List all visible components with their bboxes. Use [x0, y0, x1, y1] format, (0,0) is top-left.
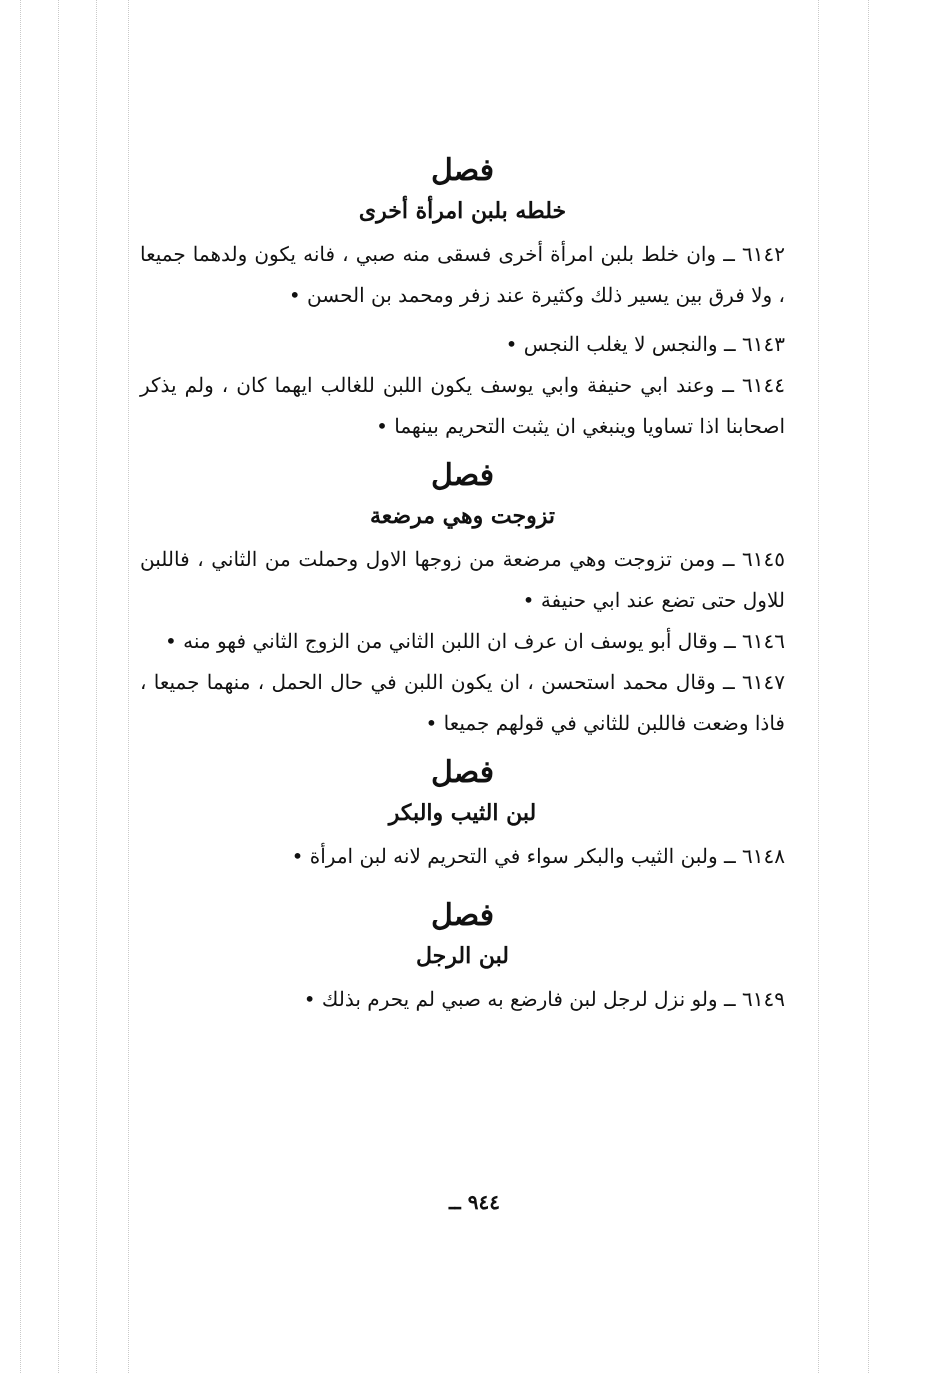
section-thayyib-and-virgin-milk [140, 752, 785, 877]
section-subtitle: تزوجت وهي مرضعة [370, 503, 555, 529]
section-heading-text: فصل [430, 898, 495, 933]
section-subtitle: خلطه بلبن امرأة أخرى [358, 198, 567, 224]
paragraph: ٦١٤٩ ــ ولو نزل لرجل لبن فارضع به صبي لم يحرم بذلك • [303, 987, 785, 1011]
section-heading-text: فصل [430, 153, 495, 188]
paragraph: ٦١٤٦ ــ وقال أبو يوسف ان عرف ان اللبن الثاني من الزوج الثاني فهو منه • [164, 629, 785, 653]
section-subtitle: لبن الرجل [416, 943, 509, 969]
section-heading-text: فصل [430, 755, 495, 790]
section-heading-text: فصل [430, 458, 495, 493]
scan-artifact-line [96, 0, 97, 1373]
scan-artifact-line [20, 0, 21, 1373]
paragraph: ٦١٤٣ ــ والنجس لا يغلب النجس • [505, 332, 785, 356]
scan-artifact-line [868, 0, 869, 1373]
paragraph: ٦١٤٢ ــ وان خلط بلبن امرأة أخرى فسقى منه صبي ، فانه يكون ولدهما جميعا ، ولا فرق بين يسير ذلك وكثيرة عند زفر ومحمد بن الحسن • [140, 242, 785, 307]
section-subtitle: لبن الثيب والبكر [388, 800, 537, 826]
paragraph: ٦١٤٧ ــ وقال محمد استحسن ، ان يكون اللبن في حال الحمل ، منهما جميعا ، فاذا وضعت فاللبن للثاني في قولهم جميعا • [140, 670, 785, 735]
paragraph: ٦١٤٥ ــ ومن تزوجت وهي مرضعة من زوجها الاول وحملت من الثاني ، فاللبن للاول حتى تضع عند ابي حنيفة • [140, 547, 785, 612]
section-married-while-nursing [140, 455, 785, 744]
page-content [140, 150, 785, 1020]
section-heading [140, 455, 785, 499]
scan-artifact-line [58, 0, 59, 1373]
paragraph: ٦١٤٤ ــ وعند ابي حنيفة وابي يوسف يكون اللبن للغالب ايهما كان ، ولم يذكر اصحابنا اذا تساويا وينبغي ان يثبت التحريم بينهما • [140, 373, 785, 438]
scan-artifact-line [128, 0, 129, 1373]
section-heading [140, 752, 785, 796]
section-mans-milk [140, 895, 785, 1020]
scan-artifact-line [818, 0, 819, 1373]
section-heading [140, 150, 785, 194]
section-mixing-milk [140, 150, 785, 447]
section-heading [140, 895, 785, 939]
page-number: ٩٤٤ ــ [449, 1190, 500, 1214]
paragraph: ٦١٤٨ ــ ولبن الثيب والبكر سواء في التحريم لانه لبن امرأة • [291, 844, 785, 868]
